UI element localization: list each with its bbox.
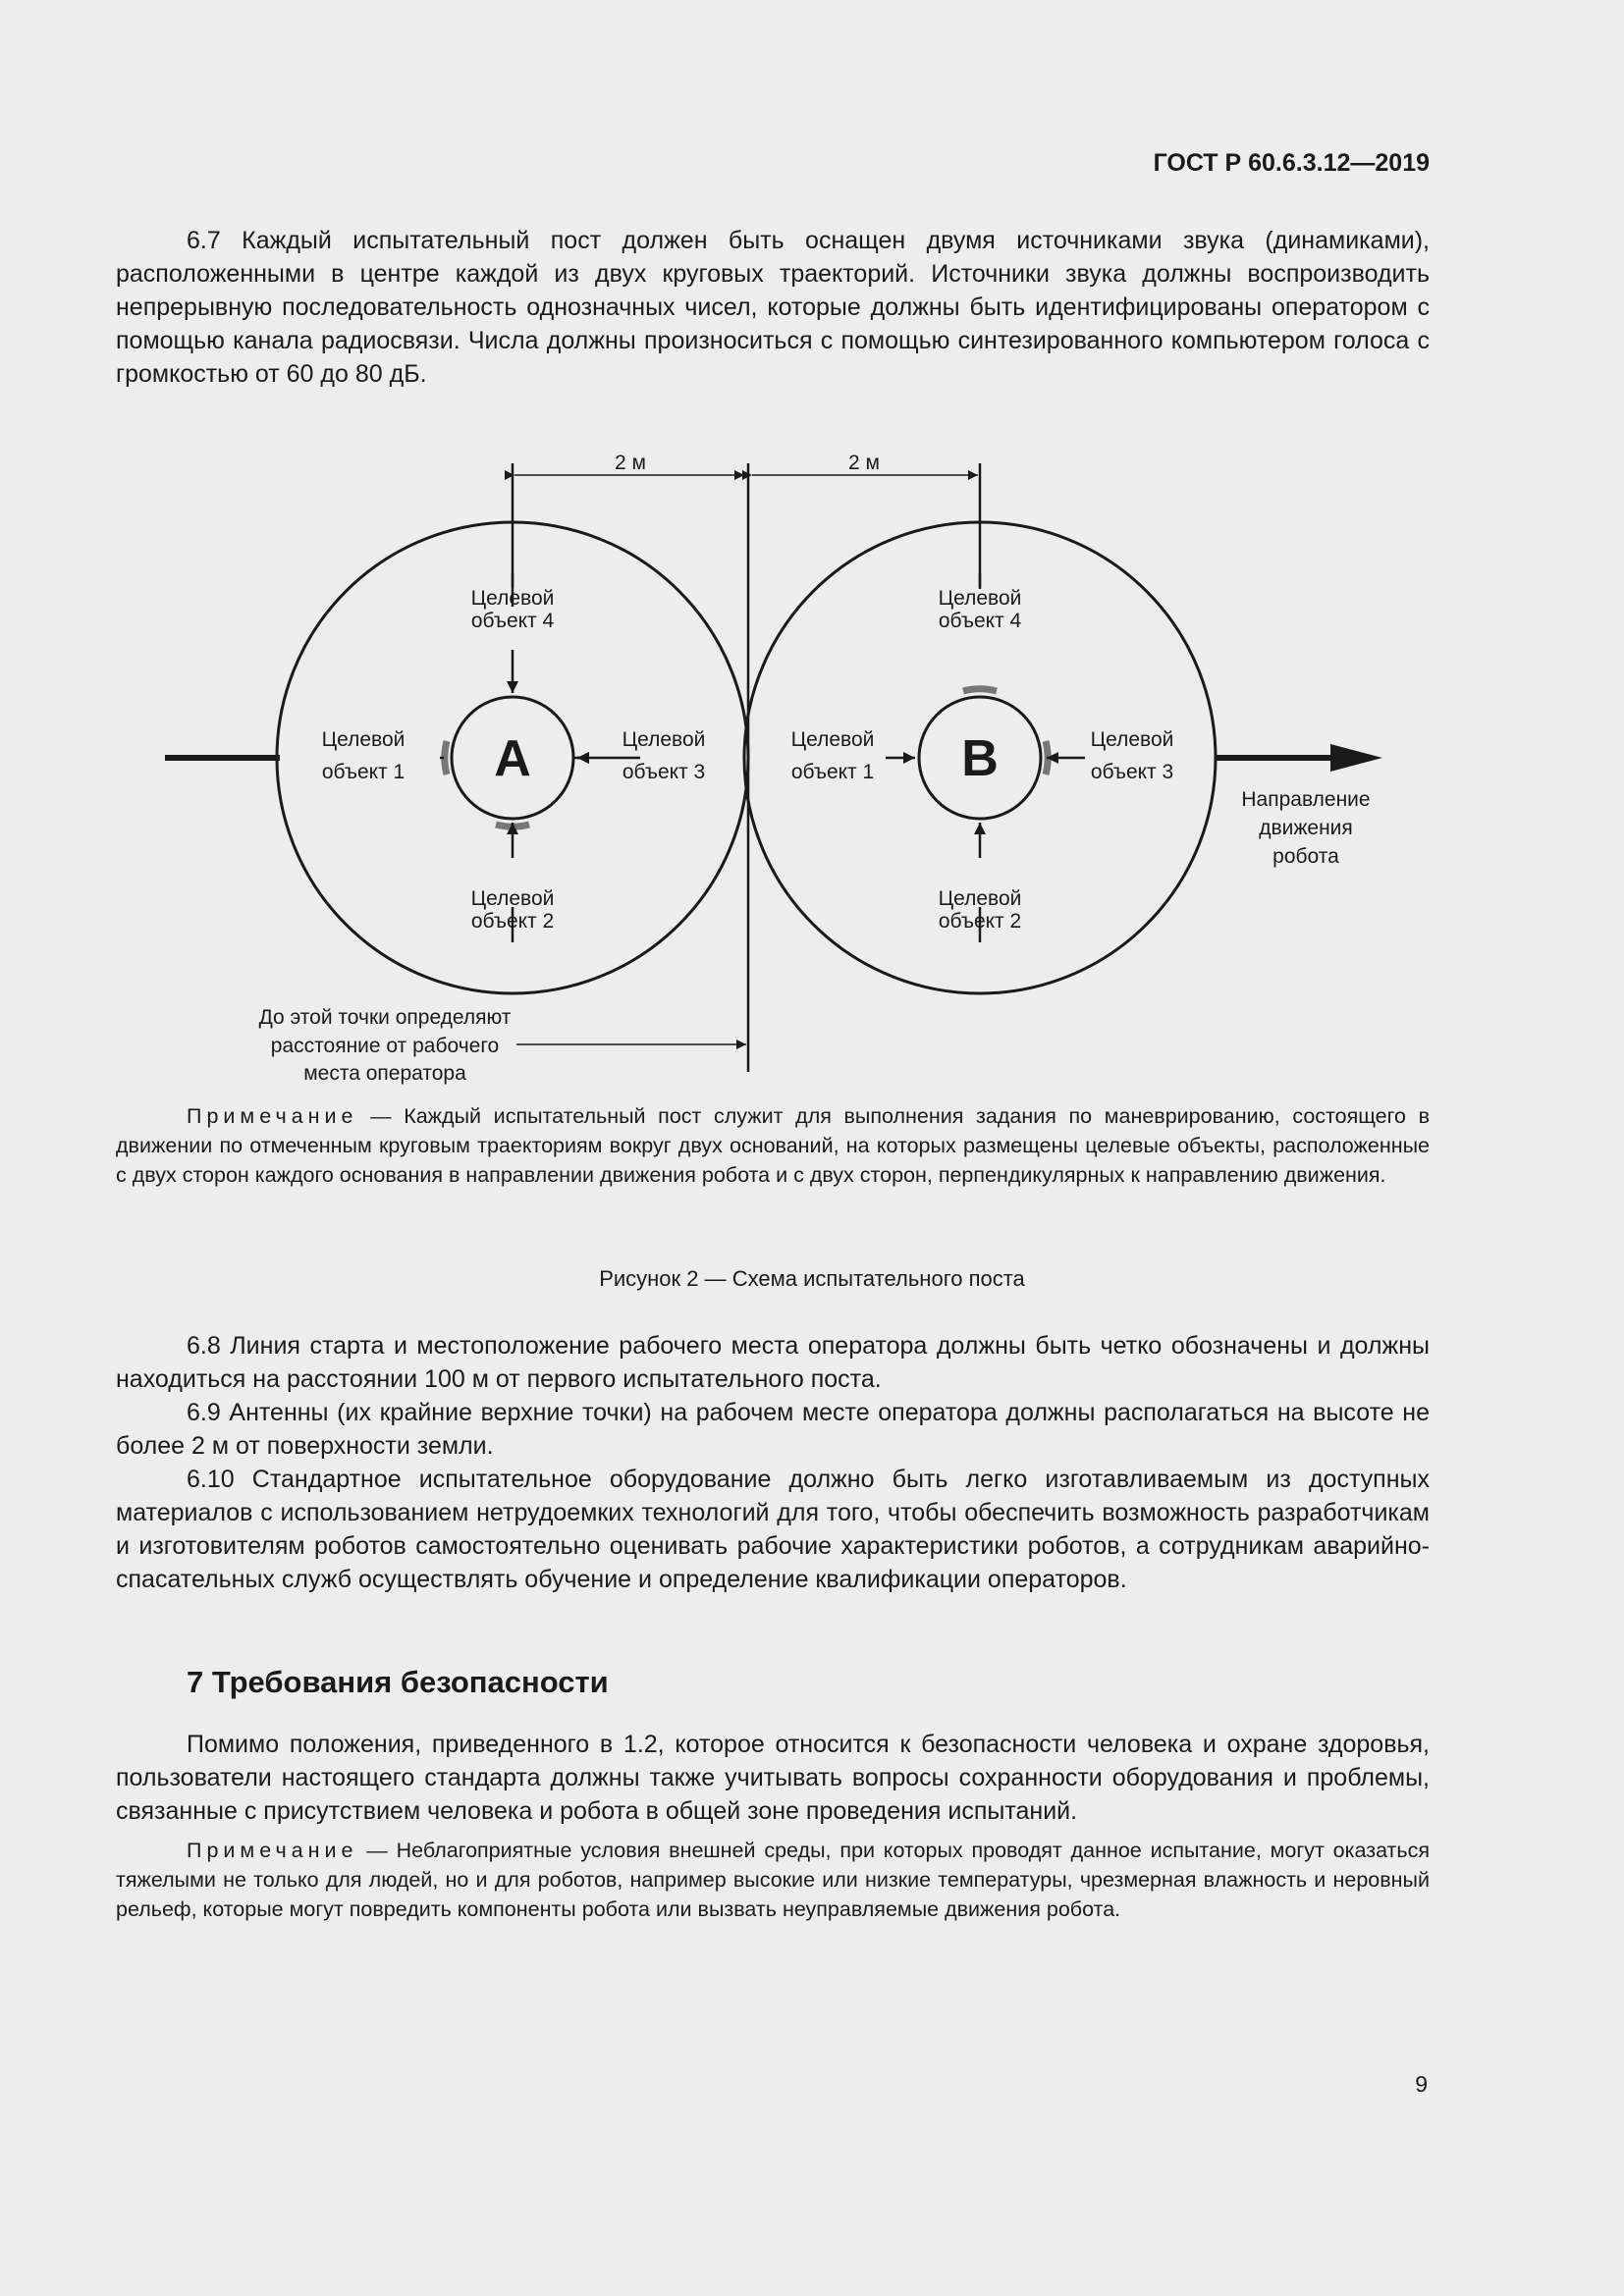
target-1-b-word: Целевой (790, 728, 875, 751)
figure-caption: Рисунок 2 — Схема испытательного поста (599, 1266, 1025, 1291)
section-7-paragraph: Помимо положения, приведенного в 1.2, которое относится к безопасности человека и охране здоровья, пользователи настоящего стандарта должны также учитывать вопросы сохранности оборудования и проблемы, связанные с присутствием человека и робота в общей зоне проведения испытаний. (116, 1731, 1430, 1825)
target-2-a-word: Целевой (470, 887, 555, 910)
target-1-b-label: объект 1 (790, 761, 875, 783)
section-7-note: Примечание — Неблагоприятные условия внешней среды, при которых проводят данное испытание, могут оказаться тяжелыми не только для людей, но и для роботов, например высокие или низкие температуры, чрезмерная влажность и неровный рельеф, которые могут повредить компоненты робота или вызвать неуправляемые движения робота. (116, 1839, 1430, 1921)
paragraph-6-9: 6.9 Антенны (их крайние верхние точки) на рабочем месте оператора должны располагаться на высоте не более 2 м от поверхности земли. (116, 1399, 1430, 1460)
target-4-b-word: Целевой (938, 587, 1022, 610)
target-4-b-label: объект 4 (938, 610, 1022, 632)
distance-label-1: До этой точки определяют (258, 1006, 512, 1029)
target-4-a-word: Целевой (470, 587, 555, 610)
direction-label-1: Направление (1241, 788, 1371, 811)
target-4-a-label: объект 4 (470, 610, 555, 632)
distance-label-3: места оператора (303, 1062, 466, 1085)
direction-label-2: движения (1259, 817, 1353, 839)
base-a-label: A (494, 730, 531, 787)
paragraph-6-10: 6.10 Стандартное испытательное оборудование должно быть легко изготавливаемым из доступных материалов с использованием нетрудоемких технологий для того, чтобы обеспечить возможность разработчикам и изготовителям роботов самостоятельно оценивать рабочие характеристики роботов, а сотрудникам аварийно-спасательных служб осуществлять обучение и определение квалификации операторов. (116, 1466, 1430, 1593)
target-3-a-label: объект 3 (622, 761, 706, 783)
figure-note: Примечание — Каждый испытательный пост служит для выполнения задания по маневрированию, состоящего в движении по отмеченным круговым траекториям вокруг двух оснований, на которых размещены целевые объекты, расположенные с двух сторон каждого основания в направлении движения робота и с двух сторон, перпендикулярных к направлению движения. (116, 1104, 1430, 1187)
target-3-b-word: Целевой (1090, 728, 1174, 751)
target-2-a-label: объект 2 (470, 910, 555, 933)
direction-arrow-icon (1330, 744, 1382, 772)
section-title: 7 Требования безопасности (187, 1665, 609, 1699)
paragraph-6-8: 6.8 Линия старта и местоположение рабочего места оператора должны быть четко обозначены и должны находиться на расстоянии 100 м от первого испытательного поста. (116, 1332, 1430, 1393)
target-2-b-word: Целевой (938, 887, 1022, 910)
dimension-lines (513, 452, 980, 1072)
target-1-a-label: объект 1 (321, 761, 406, 783)
target-2-b-label: объект 2 (938, 910, 1022, 933)
direction-label-3: робота (1272, 845, 1339, 868)
base-b-label: B (961, 730, 999, 787)
target-3-b-label: объект 3 (1090, 761, 1174, 783)
dimension-label-left: 2 м (615, 452, 646, 474)
target-1-a-word: Целевой (321, 728, 406, 751)
document-header: ГОСТ Р 60.6.3.12—2019 (1153, 149, 1430, 177)
distance-label-2: расстояние от рабочего (270, 1035, 500, 1057)
dimension-label-right: 2 м (848, 452, 880, 474)
target-3-a-word: Целевой (622, 728, 706, 751)
paragraph-6-7: 6.7 Каждый испытательный пост должен быть оснащен двумя источниками звука (динамиками), расположенными в центре каждой из двух круговых траекторий. Источники звука должны воспроизводить непрерывную последовательность однозначных чисел, которые должны быть идентифицированы оператором с помощью канала радиосвязи. Числа должны произноситься с помощью синтезированного компьютером голоса с громкостью от 60 до 80 дБ. (116, 227, 1430, 388)
page-number: 9 (1415, 2071, 1428, 2097)
